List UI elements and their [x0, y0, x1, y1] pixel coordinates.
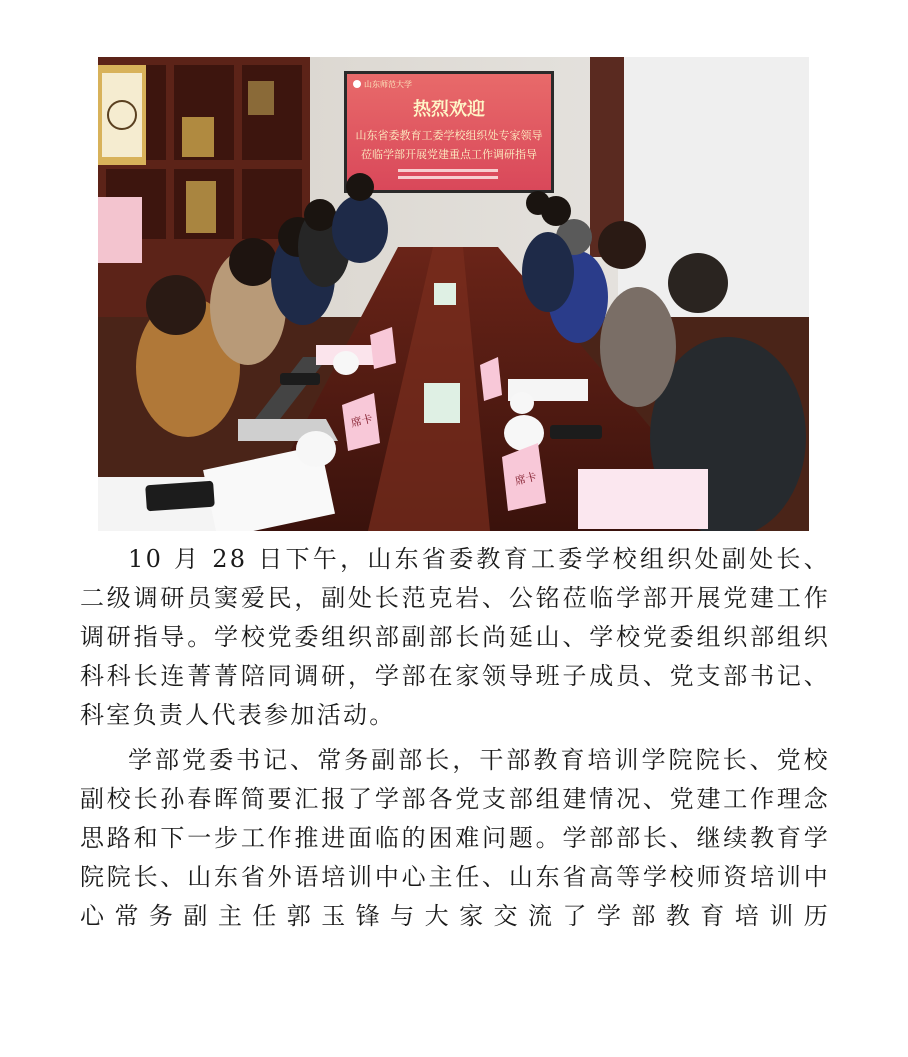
welcome-banner: [344, 71, 554, 193]
tissue-box: [434, 283, 456, 305]
wall-clock-icon: [98, 65, 146, 165]
svg-text:席卡: 席卡: [513, 469, 539, 488]
svg-text:席卡: 席卡: [349, 411, 375, 430]
teacup: [296, 431, 336, 467]
teacup: [510, 392, 534, 414]
banner-headline: 热烈欢迎: [413, 99, 485, 120]
phone: [280, 373, 320, 385]
meeting-photo-illustration: [98, 57, 809, 531]
phone: [550, 425, 602, 439]
teacup: [333, 351, 359, 375]
article-body: [80, 540, 830, 942]
banner-logo-text: 山东师范大学: [364, 80, 412, 89]
banner-line-2: 莅临学部开展党建重点工作调研指导: [361, 148, 537, 161]
phone: [145, 481, 215, 512]
article-paragraph-1: 10 月 28 日下午，山东省委教育工委学校组织处副处长、二级调研员窦爱民，副处长范克岩、公铭莅临学部开展党建工作调研指导。学校党委组织部副部长尚延山、学校党委组织部组织科科长连菁菁陪同调研，学部在家领导班子成员、党支部书记、科室负责人代表参加活动。: [80, 545, 830, 729]
meeting-photo: [98, 57, 809, 531]
article-paragraph-2: 学部党委书记、常务副部长，干部教育培训学院院长、党校副校长孙春晖简要汇报了学部各党支部组建情况、党建工作理念思路和下一步工作推进面临的困难问题。学部部长、继续教育学院院长、山东省外语培训中心主任、山东省高等学校师资培训中心常务副主任郭玉锋与大家交流了学部教育培训历: [80, 746, 830, 930]
tissue-box: [424, 383, 460, 423]
banner-line-1: 山东省委教育工委学校组织处专家领导: [355, 129, 543, 142]
document-papers: [578, 469, 708, 529]
